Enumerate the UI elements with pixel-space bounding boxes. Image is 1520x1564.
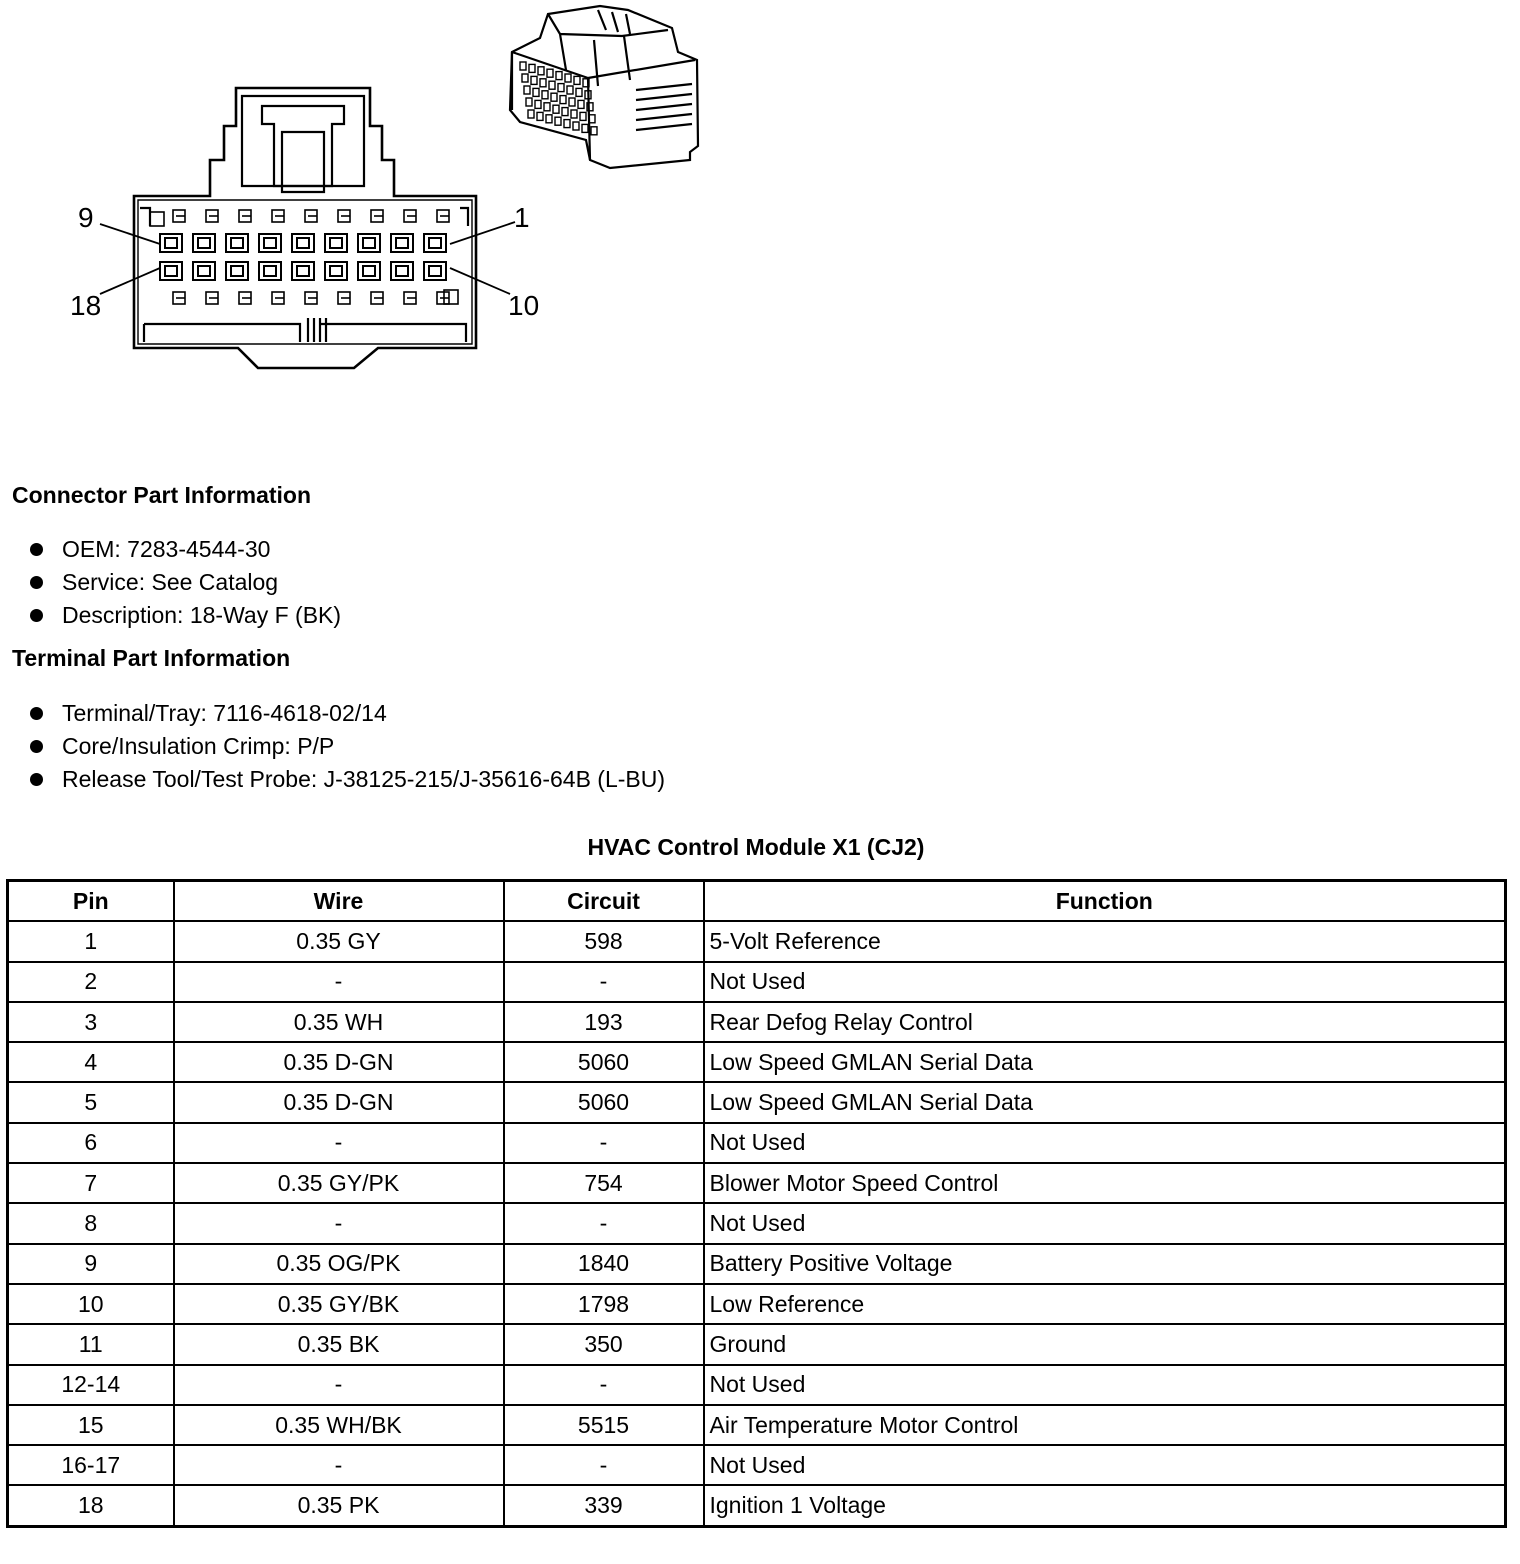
pin-cell: 5 [8, 1082, 174, 1122]
pin-cavity-inner [330, 238, 342, 248]
terminal-info-list [30, 697, 665, 796]
column-header-circuit: Circuit [504, 881, 704, 922]
iso-cavity [553, 105, 559, 113]
iso-cavity [528, 110, 534, 118]
list-item [30, 599, 341, 632]
wire-cell: 0.35 WH/BK [174, 1405, 504, 1445]
pin-cell: 3 [8, 1002, 174, 1042]
iso-cavity [522, 74, 528, 82]
table-header-row [8, 881, 1506, 922]
pin-cavity-inner [198, 238, 210, 248]
pin-cavity [358, 262, 380, 280]
iso-cavity [529, 64, 535, 72]
iso-cavity [558, 84, 564, 92]
pin-10-leader [450, 268, 510, 294]
connector-face-view [134, 88, 476, 368]
iso-cavity [567, 86, 573, 94]
pin-label-18: 18 [70, 290, 102, 321]
pin-18-leader [100, 268, 160, 294]
iso-cavity [551, 93, 557, 101]
pin-cell: 18 [8, 1485, 174, 1526]
iso-cavity [576, 88, 582, 96]
circuit-cell: 5060 [504, 1042, 704, 1082]
bullet-icon [30, 740, 43, 753]
wire-cell: 0.35 D-GN [174, 1082, 504, 1122]
pin-cell: 4 [8, 1042, 174, 1082]
table-row [8, 1042, 1506, 1082]
list-item-text: Core/Insulation Crimp: P/P [62, 733, 335, 759]
pin-cavity [160, 234, 182, 252]
pin-cell: 12-14 [8, 1365, 174, 1405]
function-cell: Not Used [704, 962, 1506, 1002]
circuit-cell: 5060 [504, 1082, 704, 1122]
function-cell: Not Used [704, 1203, 1506, 1243]
pin-cavity [259, 262, 281, 280]
table-row [8, 1244, 1506, 1284]
table-row [8, 1284, 1506, 1324]
pin-label-1: 1 [514, 202, 530, 233]
function-cell: Low Speed GMLAN Serial Data [704, 1082, 1506, 1122]
table-row [8, 1203, 1506, 1243]
wire-cell: - [174, 1365, 504, 1405]
table-row [8, 1123, 1506, 1163]
pin-cavity-inner [297, 266, 309, 276]
pin-table [6, 879, 1507, 1528]
wire-cell: 0.35 OG/PK [174, 1244, 504, 1284]
iso-cavity [526, 98, 532, 106]
pin-cavity-inner [396, 266, 408, 276]
iso-cavity [564, 120, 570, 128]
iso-cavity [540, 79, 546, 87]
pin-cavity-inner [165, 266, 177, 276]
pin-cell: 15 [8, 1405, 174, 1445]
pin-cavity-inner [264, 266, 276, 276]
list-item [30, 566, 341, 599]
function-cell: Not Used [704, 1445, 1506, 1485]
iso-cavity [549, 81, 555, 89]
table-row [8, 1324, 1506, 1364]
column-header-function: Function [704, 881, 1506, 922]
wire-cell: 0.35 GY/PK [174, 1163, 504, 1203]
table-title: HVAC Control Module X1 (CJ2) [587, 834, 925, 860]
pin-cavity [424, 262, 446, 280]
table-row [8, 921, 1506, 961]
pin-cavity-inner [165, 238, 177, 248]
wire-cell: - [174, 1123, 504, 1163]
connector-info-list [30, 533, 341, 632]
function-cell: Battery Positive Voltage [704, 1244, 1506, 1284]
iso-cavity [569, 98, 575, 106]
bullet-icon [30, 576, 43, 589]
wire-cell: 0.35 PK [174, 1485, 504, 1526]
iso-cavity [565, 74, 571, 82]
table-row [8, 1002, 1506, 1042]
function-cell: 5-Volt Reference [704, 921, 1506, 961]
pin-cavity [226, 262, 248, 280]
circuit-cell: - [504, 962, 704, 1002]
function-cell: Blower Motor Speed Control [704, 1163, 1506, 1203]
wire-cell: - [174, 1445, 504, 1485]
list-item [30, 533, 341, 566]
wire-cell: 0.35 BK [174, 1324, 504, 1364]
wire-cell: - [174, 1203, 504, 1243]
iso-cavity [560, 96, 566, 104]
table-row [8, 1365, 1506, 1405]
pin-cavity [226, 234, 248, 252]
wire-cell: - [174, 962, 504, 1002]
pin-1-leader [450, 222, 515, 244]
pin-cell: 6 [8, 1123, 174, 1163]
column-header-pin: Pin [8, 881, 174, 922]
circuit-cell: - [504, 1445, 704, 1485]
iso-cavity [542, 91, 548, 99]
pin-cell: 1 [8, 921, 174, 961]
pin-cell: 8 [8, 1203, 174, 1243]
pin-cavity-inner [297, 238, 309, 248]
function-cell: Rear Defog Relay Control [704, 1002, 1506, 1042]
bullet-icon [30, 773, 43, 786]
pin-cavity [193, 262, 215, 280]
pin-cavity [259, 234, 281, 252]
pin-cell: 16-17 [8, 1445, 174, 1485]
circuit-cell: 1798 [504, 1284, 704, 1324]
pin-cavity-inner [363, 266, 375, 276]
iso-cavity [555, 117, 561, 125]
list-item-text: Terminal/Tray: 7116-4618-02/14 [62, 700, 387, 726]
wire-cell: 0.35 GY/BK [174, 1284, 504, 1324]
pin-cell: 7 [8, 1163, 174, 1203]
pin-cavity [424, 234, 446, 252]
iso-cavity [580, 112, 586, 120]
wire-cell: 0.35 WH [174, 1002, 504, 1042]
pin-cavity [391, 262, 413, 280]
list-item [30, 763, 665, 796]
circuit-cell: 1840 [504, 1244, 704, 1284]
iso-cavity [574, 76, 580, 84]
circuit-cell: 598 [504, 921, 704, 961]
iso-cavity [547, 69, 553, 77]
iso-cavity [538, 67, 544, 75]
function-cell: Ground [704, 1324, 1506, 1364]
iso-cavity [578, 100, 584, 108]
pin-9-leader [100, 224, 160, 244]
list-item-text: Description: 18-Way F (BK) [62, 602, 342, 628]
iso-cavity [546, 115, 552, 123]
function-cell: Not Used [704, 1123, 1506, 1163]
bullet-icon [30, 707, 43, 720]
pin-cavity-inner [231, 238, 243, 248]
table-row [8, 962, 1506, 1002]
iso-cavity [582, 124, 588, 132]
pin-cavity [391, 234, 413, 252]
connector-isometric-illustration [510, 6, 698, 168]
pin-cavity-inner [429, 266, 441, 276]
iso-cavity [544, 103, 550, 111]
iso-cavity [531, 76, 537, 84]
pin-cavity [292, 262, 314, 280]
pin-cavity [193, 234, 215, 252]
circuit-cell: 754 [504, 1163, 704, 1203]
wire-cell: 0.35 GY [174, 921, 504, 961]
pin-cell: 10 [8, 1284, 174, 1324]
table-row [8, 1445, 1506, 1485]
iso-cavity [524, 86, 530, 94]
pin-cell: 11 [8, 1324, 174, 1364]
terminal-info-heading: Terminal Part Information [12, 645, 291, 671]
pin-cavity-inner [429, 238, 441, 248]
list-item [30, 730, 665, 763]
pin-cavity-inner [198, 266, 210, 276]
pin-cell: 2 [8, 962, 174, 1002]
function-cell: Low Speed GMLAN Serial Data [704, 1042, 1506, 1082]
iso-cavity [556, 72, 562, 80]
wire-cell: 0.35 D-GN [174, 1042, 504, 1082]
pin-cavity [292, 234, 314, 252]
iso-cavity [537, 112, 543, 120]
table-row [8, 1163, 1506, 1203]
connector-info-heading: Connector Part Information [12, 482, 312, 508]
table-row [8, 1082, 1506, 1122]
iso-cavity [535, 100, 541, 108]
list-item [30, 697, 665, 730]
connector-diagram [0, 0, 760, 400]
table-row [8, 1405, 1506, 1445]
circuit-cell: 193 [504, 1002, 704, 1042]
pin-cavity [160, 262, 182, 280]
pin-label-10: 10 [508, 290, 540, 321]
pin-cavity-inner [231, 266, 243, 276]
iso-cavity [573, 122, 579, 130]
circuit-cell: - [504, 1365, 704, 1405]
circuit-cell: 350 [504, 1324, 704, 1364]
function-cell: Air Temperature Motor Control [704, 1405, 1506, 1445]
bullet-icon [30, 543, 43, 556]
circuit-cell: 339 [504, 1485, 704, 1526]
list-item-text: OEM: 7283-4544-30 [62, 536, 271, 562]
iso-cavity [520, 62, 526, 70]
circuit-cell: 5515 [504, 1405, 704, 1445]
table-row [8, 1485, 1506, 1526]
circuit-cell: - [504, 1203, 704, 1243]
list-item-text: Service: See Catalog [62, 569, 279, 595]
iso-cavity [571, 110, 577, 118]
pin-cavity [325, 262, 347, 280]
function-cell: Not Used [704, 1365, 1506, 1405]
function-cell: Low Reference [704, 1284, 1506, 1324]
circuit-cell: - [504, 1123, 704, 1163]
iso-cavity [562, 108, 568, 116]
column-header-wire: Wire [174, 881, 504, 922]
pin-cavity-inner [396, 238, 408, 248]
pin-label-9: 9 [78, 202, 94, 233]
pin-cavity-inner [264, 238, 276, 248]
list-item-text: Release Tool/Test Probe: J-38125-215/J-35616-64B (L-BU) [62, 766, 666, 792]
bullet-icon [30, 609, 43, 622]
iso-cavity [533, 88, 539, 96]
function-cell: Ignition 1 Voltage [704, 1485, 1506, 1526]
pin-cavity-inner [330, 266, 342, 276]
pin-cavity [358, 234, 380, 252]
iso-cavity [591, 127, 597, 135]
pin-cavity-inner [363, 238, 375, 248]
pin-cavity [325, 234, 347, 252]
pin-cell: 9 [8, 1244, 174, 1284]
